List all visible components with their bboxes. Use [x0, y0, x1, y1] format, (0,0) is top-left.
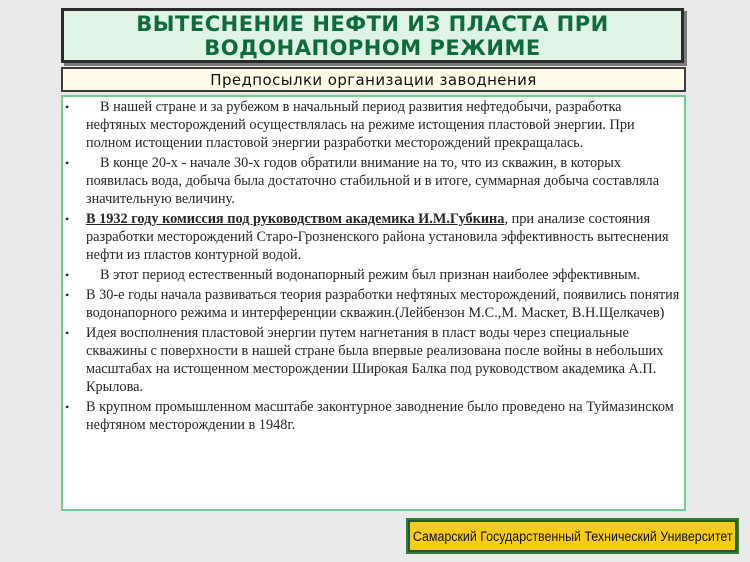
slide-subtitle-box — [61, 67, 686, 92]
slide-subtitle: Предпосылки организации заводнения — [210, 70, 537, 89]
list-item-text: В 30-е годы начала развиваться теория разработки нефтяных месторождений, появились понятия водонапорного режима и интерференции скважин.(Лейбензон М.С.,М. Маскет, В.Н.Щелкачев) — [86, 287, 680, 321]
list-item — [63, 286, 684, 322]
bullet-icon: • — [65, 400, 70, 414]
list-item-text: В этот период естественный водонапорный режим был признан наиболее эффективным. — [100, 267, 641, 283]
list-item — [63, 210, 684, 264]
list-item — [63, 98, 684, 152]
list-item-text: Идея восполнения пластовой энергии путем нагнетания в пласт воды через специальные скважины с поверхности в нашей стране была впервые реализована после войны в небольших масштабах на истощенном месторождении Широкая Балка под руководством академика А.П. Крылова. — [86, 325, 664, 395]
bullet-icon: • — [65, 100, 70, 114]
university-footer-box — [406, 518, 739, 554]
list-item — [63, 324, 684, 396]
list-item-text: , при анализе состояния разработки месторождений Старо-Грозненского района установила эффективность вытеснения нефти из пластов контурной водой. — [86, 211, 669, 263]
list-item-emphasis: В 1932 году комиссия под руководством академика И.М.Губкина — [86, 211, 505, 227]
slide-title — [136, 12, 608, 60]
slide-title-line-1: ВЫТЕСНЕНИЕ НЕФТИ ИЗ ПЛАСТА ПРИ — [136, 11, 609, 36]
bullet-icon: • — [65, 156, 70, 170]
list-item — [63, 154, 684, 208]
bullet-icon: • — [65, 212, 70, 226]
university-name: Самарский Государственный Технический Университет — [412, 528, 733, 544]
list-item — [63, 398, 684, 434]
bullet-list — [63, 97, 684, 434]
content-panel — [61, 95, 686, 511]
bullet-icon: • — [65, 326, 70, 340]
list-item-text: В крупном промышленном масштабе законтурное заводнение было проведено на Туймазинском нефтяном месторождении в 1948г. — [86, 399, 674, 433]
list-item-text: В нашей стране и за рубежом в начальный период развития нефтедобычи, разработка нефтяных месторождений осуществлялась на режиме истощения пластовой энергии. При полном истощении пластовой энергии разработки месторождений прекращалась. — [86, 99, 635, 151]
slide-title-line-2: ВОДОНАПОРНОМ РЕЖИМЕ — [204, 35, 541, 60]
list-item — [63, 266, 684, 284]
bullet-icon: • — [65, 288, 70, 302]
list-item-text: В конце 20-х - начале 30-х годов обратили внимание на то, что из скважин, в которых появилась вода, добыча была достаточно стабильной и в итоге, суммарная добыча составляла значительную величину. — [86, 155, 660, 207]
bullet-icon: • — [65, 268, 70, 282]
slide-title-box — [61, 8, 684, 63]
